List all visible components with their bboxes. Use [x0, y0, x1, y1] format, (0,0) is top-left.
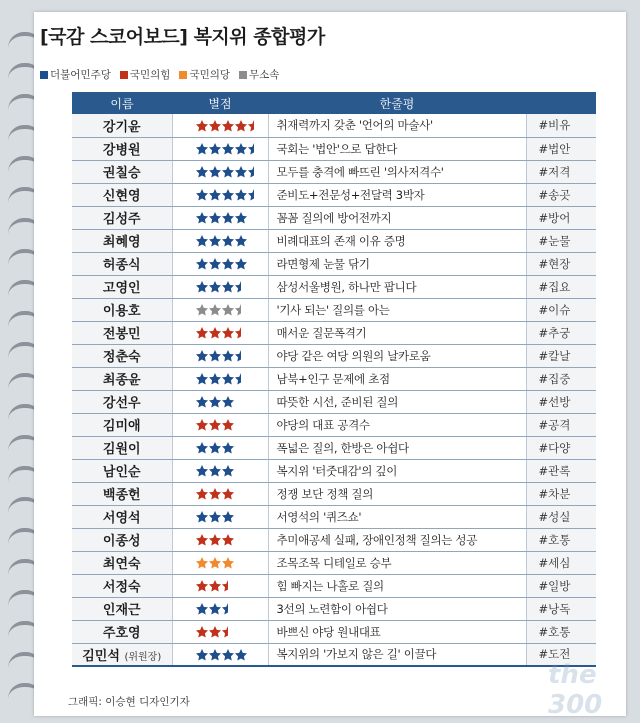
member-name	[72, 183, 172, 206]
table-row	[72, 459, 596, 482]
header-comment: 한줄평	[268, 92, 526, 114]
one-line-review: 남북+인구 문제에 초점	[268, 367, 526, 390]
star-icon	[234, 257, 248, 271]
one-line-review: 취재력까지 갖춘 '언어의 마술사'	[268, 114, 526, 137]
star-icon	[221, 464, 235, 478]
member-name	[72, 344, 172, 367]
one-line-review: 정쟁 보단 정책 질의	[268, 482, 526, 505]
table-row	[72, 160, 596, 183]
table-row	[72, 275, 596, 298]
hashtag: #도전	[526, 643, 596, 666]
star-icon	[234, 349, 248, 363]
legend-label: 국민의당	[189, 69, 231, 81]
star-rating	[172, 482, 268, 505]
legend-swatch-icon	[179, 71, 187, 79]
member-name	[72, 459, 172, 482]
star-icon	[208, 648, 222, 662]
star-icon	[208, 257, 222, 271]
star-rating	[172, 252, 268, 275]
member-name-text: 김미애	[102, 419, 141, 434]
star-icon	[221, 395, 235, 409]
star-rating	[172, 229, 268, 252]
star-icon	[195, 395, 209, 409]
star-rating	[172, 505, 268, 528]
star-icon	[208, 165, 222, 179]
one-line-review: 바쁘신 야당 원내대표	[268, 620, 526, 643]
star-icon	[247, 165, 261, 179]
star-icon	[234, 165, 248, 179]
member-name-text: 신현영	[102, 189, 141, 204]
star-icon	[234, 142, 248, 156]
star-rating	[172, 206, 268, 229]
star-rating	[172, 528, 268, 551]
star-icon	[195, 579, 209, 593]
table-row	[72, 643, 596, 666]
member-name-text: 강선우	[102, 396, 141, 411]
star-icon	[208, 234, 222, 248]
star-icon	[221, 119, 235, 133]
star-icon	[221, 165, 235, 179]
hashtag: #관록	[526, 459, 596, 482]
hashtag: #선방	[526, 390, 596, 413]
star-rating	[172, 344, 268, 367]
star-icon	[208, 533, 222, 547]
one-line-review: 야당 같은 여당 의원의 날카로움	[268, 344, 526, 367]
star-rating	[172, 597, 268, 620]
star-icon	[221, 372, 235, 386]
star-icon	[208, 441, 222, 455]
one-line-review: 꼼꼼 질의에 방어전까지	[268, 206, 526, 229]
star-icon	[234, 234, 248, 248]
star-icon	[221, 487, 235, 501]
star-icon	[234, 372, 248, 386]
hashtag: #칼날	[526, 344, 596, 367]
star-icon	[221, 602, 235, 616]
table-row	[72, 620, 596, 643]
member-name-text: 남인순	[102, 465, 141, 480]
member-name	[72, 643, 172, 666]
star-rating	[172, 114, 268, 137]
hashtag: #낭독	[526, 597, 596, 620]
hashtag: #비유	[526, 114, 596, 137]
hashtag: #이슈	[526, 298, 596, 321]
member-name	[72, 620, 172, 643]
one-line-review: 조목조목 디테일로 승부	[268, 551, 526, 574]
star-icon	[208, 395, 222, 409]
table-row	[72, 344, 596, 367]
star-icon	[221, 234, 235, 248]
star-icon	[221, 579, 235, 593]
star-rating	[172, 459, 268, 482]
member-name-text: 강병원	[102, 143, 141, 158]
member-name-text: 권칠승	[102, 166, 141, 181]
star-icon	[195, 372, 209, 386]
one-line-review: '기사 되는' 질의를 아는	[268, 298, 526, 321]
graphic-credit: 그래픽: 이승현 디자인기자	[68, 696, 190, 708]
star-icon	[221, 510, 235, 524]
hashtag: #추궁	[526, 321, 596, 344]
table-row	[72, 574, 596, 597]
hashtag: #방어	[526, 206, 596, 229]
table-row	[72, 114, 596, 137]
star-icon	[234, 280, 248, 294]
star-icon	[208, 188, 222, 202]
member-name	[72, 574, 172, 597]
member-name-text: 김원이	[102, 442, 141, 457]
hashtag: #호통	[526, 620, 596, 643]
member-name-text: 이종성	[102, 534, 141, 549]
member-name-text: 최연숙	[102, 557, 141, 572]
star-icon	[208, 487, 222, 501]
star-icon	[221, 556, 235, 570]
legend-swatch-icon	[40, 71, 48, 79]
member-name	[72, 321, 172, 344]
member-name-text: 서영석	[102, 511, 141, 526]
member-name	[72, 252, 172, 275]
star-icon	[208, 602, 222, 616]
hashtag: #호통	[526, 528, 596, 551]
party-legend	[40, 67, 279, 82]
star-icon	[195, 165, 209, 179]
star-icon	[208, 142, 222, 156]
member-name-text: 전봉민	[102, 327, 141, 342]
table-row	[72, 597, 596, 620]
page-title: [국감 스코어보드] 복지위 종합평가	[40, 26, 325, 48]
hashtag: #집중	[526, 367, 596, 390]
member-name	[72, 413, 172, 436]
star-icon	[221, 280, 235, 294]
star-rating	[172, 574, 268, 597]
member-name-text: 허종식	[102, 258, 141, 273]
hashtag: #송곳	[526, 183, 596, 206]
star-icon	[208, 372, 222, 386]
hashtag: #눈물	[526, 229, 596, 252]
member-name	[72, 229, 172, 252]
star-icon	[234, 303, 248, 317]
hashtag: #일방	[526, 574, 596, 597]
star-icon	[208, 579, 222, 593]
table-row	[72, 252, 596, 275]
header-stars: 별점	[172, 92, 268, 114]
legend-swatch-icon	[120, 71, 128, 79]
header-name: 이름	[72, 92, 172, 114]
member-name	[72, 505, 172, 528]
star-rating	[172, 620, 268, 643]
hashtag: #차분	[526, 482, 596, 505]
hashtag: #세심	[526, 551, 596, 574]
table-row	[72, 229, 596, 252]
member-name-text: 김민석	[82, 648, 120, 664]
scoreboard-table	[72, 92, 596, 667]
legend-label: 국민의힘	[129, 69, 171, 81]
star-rating	[172, 436, 268, 459]
star-icon	[208, 418, 222, 432]
table-row	[72, 390, 596, 413]
legend-item	[40, 67, 111, 82]
watermark: the 300	[548, 660, 603, 720]
table-header-row	[72, 92, 596, 114]
table-row	[72, 183, 596, 206]
star-icon	[195, 418, 209, 432]
table-row	[72, 505, 596, 528]
hashtag: #다양	[526, 436, 596, 459]
star-icon	[221, 326, 235, 340]
one-line-review: 삼성서울병원, 하나만 팝니다	[268, 275, 526, 298]
member-name	[72, 436, 172, 459]
star-icon	[195, 487, 209, 501]
star-icon	[195, 441, 209, 455]
star-icon	[247, 119, 261, 133]
star-rating	[172, 298, 268, 321]
star-icon	[208, 464, 222, 478]
hashtag: #성실	[526, 505, 596, 528]
member-name-text: 인재근	[102, 603, 141, 618]
member-name	[72, 482, 172, 505]
star-rating	[172, 390, 268, 413]
member-name	[72, 367, 172, 390]
star-icon	[195, 303, 209, 317]
star-icon	[195, 142, 209, 156]
table-row	[72, 367, 596, 390]
star-icon	[195, 349, 209, 363]
star-icon	[195, 625, 209, 639]
star-rating	[172, 321, 268, 344]
member-name	[72, 160, 172, 183]
one-line-review: 국회는 '법안'으로 답한다	[268, 137, 526, 160]
star-icon	[234, 188, 248, 202]
member-name	[72, 597, 172, 620]
member-name	[72, 528, 172, 551]
table-row	[72, 528, 596, 551]
star-icon	[208, 119, 222, 133]
star-icon	[234, 648, 248, 662]
table-row	[72, 298, 596, 321]
star-icon	[221, 648, 235, 662]
legend-swatch-icon	[239, 71, 247, 79]
header-tag	[526, 92, 596, 114]
star-icon	[195, 648, 209, 662]
one-line-review: 서영석의 '퀴즈쇼'	[268, 505, 526, 528]
star-icon	[234, 326, 248, 340]
star-icon	[221, 188, 235, 202]
star-rating	[172, 137, 268, 160]
one-line-review: 따뜻한 시선, 준비된 질의	[268, 390, 526, 413]
star-icon	[195, 280, 209, 294]
star-icon	[208, 326, 222, 340]
hashtag: #집요	[526, 275, 596, 298]
member-role: (위원장)	[124, 651, 162, 663]
star-icon	[247, 142, 261, 156]
star-icon	[234, 119, 248, 133]
member-name	[72, 275, 172, 298]
hashtag: #법안	[526, 137, 596, 160]
star-icon	[208, 510, 222, 524]
star-rating	[172, 643, 268, 666]
star-icon	[208, 349, 222, 363]
table-row	[72, 551, 596, 574]
star-icon	[221, 211, 235, 225]
star-icon	[195, 257, 209, 271]
one-line-review: 비례대표의 존재 이유 증명	[268, 229, 526, 252]
one-line-review: 3선의 노련함이 아쉽다	[268, 597, 526, 620]
member-name-text: 정춘숙	[102, 350, 141, 365]
table-row	[72, 482, 596, 505]
one-line-review: 모두를 충격에 빠뜨린 '의사저격수'	[268, 160, 526, 183]
star-rating	[172, 183, 268, 206]
star-icon	[247, 188, 261, 202]
star-rating	[172, 367, 268, 390]
member-name-text: 서정숙	[102, 580, 141, 595]
one-line-review: 복지위 '터줏대감'의 깊이	[268, 459, 526, 482]
one-line-review: 복지위의 '가보지 않은 길' 이끌다	[268, 643, 526, 666]
star-icon	[195, 326, 209, 340]
star-icon	[195, 211, 209, 225]
one-line-review: 폭넓은 질의, 한방은 아쉽다	[268, 436, 526, 459]
member-name-text: 최혜영	[102, 235, 141, 250]
star-rating	[172, 413, 268, 436]
star-icon	[221, 418, 235, 432]
star-icon	[234, 211, 248, 225]
star-icon	[221, 142, 235, 156]
member-name	[72, 390, 172, 413]
star-icon	[208, 625, 222, 639]
star-icon	[195, 602, 209, 616]
star-icon	[221, 625, 235, 639]
star-rating	[172, 160, 268, 183]
star-icon	[195, 464, 209, 478]
star-icon	[221, 349, 235, 363]
one-line-review: 라면형제 눈물 닦기	[268, 252, 526, 275]
member-name-text: 강기윤	[102, 119, 141, 135]
star-icon	[195, 119, 209, 133]
table-row	[72, 436, 596, 459]
star-icon	[221, 441, 235, 455]
star-icon	[195, 188, 209, 202]
star-icon	[221, 257, 235, 271]
star-rating	[172, 551, 268, 574]
star-icon	[208, 211, 222, 225]
star-icon	[208, 556, 222, 570]
hashtag: #현장	[526, 252, 596, 275]
member-name-text: 백종헌	[102, 488, 141, 503]
star-icon	[195, 533, 209, 547]
star-icon	[195, 556, 209, 570]
star-icon	[195, 234, 209, 248]
hashtag: #공격	[526, 413, 596, 436]
one-line-review: 야당의 대표 공격수	[268, 413, 526, 436]
table-row	[72, 413, 596, 436]
legend-item	[239, 67, 279, 82]
star-icon	[208, 303, 222, 317]
star-icon	[221, 303, 235, 317]
member-name	[72, 551, 172, 574]
table-row	[72, 206, 596, 229]
member-name	[72, 114, 172, 137]
star-rating	[172, 275, 268, 298]
one-line-review: 힘 빠지는 나홀로 질의	[268, 574, 526, 597]
member-name-text: 고영인	[102, 281, 141, 296]
member-name	[72, 206, 172, 229]
member-name	[72, 298, 172, 321]
star-icon	[195, 510, 209, 524]
member-name-text: 김성주	[102, 212, 141, 227]
legend-item	[179, 67, 230, 82]
one-line-review: 추미애공세 실패, 장애인정책 질의는 성공	[268, 528, 526, 551]
member-name-text: 이용호	[102, 304, 141, 319]
one-line-review: 준비도+전문성+전달력 3박자	[268, 183, 526, 206]
member-name-text: 최종윤	[102, 373, 141, 388]
table-row	[72, 321, 596, 344]
member-name-text: 주호영	[102, 626, 141, 641]
member-name	[72, 137, 172, 160]
star-icon	[221, 533, 235, 547]
legend-item	[120, 67, 171, 82]
table-row	[72, 137, 596, 160]
one-line-review: 매서운 질문폭격기	[268, 321, 526, 344]
hashtag: #저격	[526, 160, 596, 183]
legend-label: 더불어민주당	[50, 69, 111, 81]
legend-label: 무소속	[249, 69, 280, 81]
star-icon	[208, 280, 222, 294]
